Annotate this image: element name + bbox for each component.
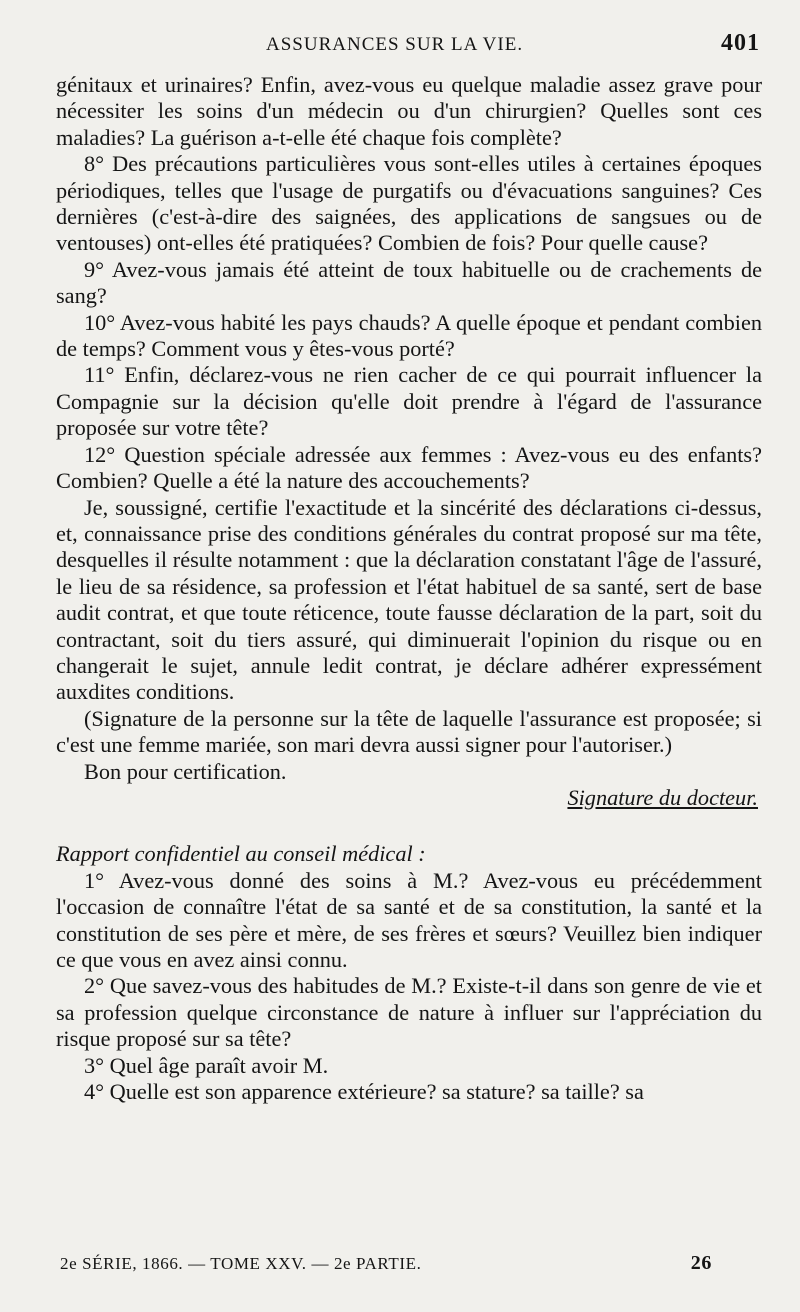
doctor-signature: Signature du docteur. bbox=[567, 784, 758, 810]
page-number: 401 bbox=[721, 30, 760, 56]
printer-signature-line: 2e SÉRIE, 1866. — TOME XXV. — 2e PARTIE. bbox=[60, 1254, 422, 1273]
body-text bbox=[56, 72, 762, 1105]
bon-pour-certification: Bon pour certification. bbox=[84, 758, 287, 784]
question-10: 10° Avez-vous habité les pays chauds? A quelle époque et pendant combien de temps? Comment vous y êtes-vous porté? bbox=[56, 309, 762, 362]
certification-declaration: Je, soussigné, certifie l'exactitude et la sincérité des déclarations ci-dessus, et, connaissance prise des conditions générales du contrat proposé sur ma tête, desquelles il résulte notamment : que la déclaration constatant l'âge de l'assuré, le lieu de sa résidence, sa profession et l'état habituel de sa santé, sert de base audit contrat, et que toute réticence, toute fausse déclaration de la part, soit du contractant, soit du tiers assuré, qui diminuerait l'opinion du risque ou en changerait le sujet, annule ledit contrat, je déclare adhérer expressément auxdites conditions. bbox=[56, 494, 762, 705]
running-title: ASSURANCES SUR LA VIE. bbox=[266, 34, 524, 55]
question-8: 8° Des précautions particulières vous sont-elles utiles à certaines époques périodiques, telles que l'usage de purgatifs ou d'évacuations sanguines? Ces dernières (c'est-à-dire des saignées, des applications de sangsues ou de ventouses) ont-elles été pratiquées? Combien de fois? Pour quelle cause? bbox=[56, 151, 762, 256]
question-11: 11° Enfin, déclarez-vous ne rien cacher de ce qui pourrait influencer la Compagnie sur la décision qu'elle doit prendre à l'égard de l'assurance proposée sur votre tête? bbox=[56, 362, 762, 441]
signature-note: (Signature de la personne sur la tête de laquelle l'assurance est proposée; si c'est une femme mariée, son mari devra aussi signer pour l'autoriser.) bbox=[56, 705, 762, 758]
running-header bbox=[56, 30, 762, 60]
signature-number: 26 bbox=[690, 1252, 712, 1274]
document-page bbox=[56, 30, 762, 1105]
rapport-item-4: 4° Quelle est son apparence extérieure? sa stature? sa taille? sa bbox=[84, 1079, 644, 1105]
rapport-heading: Rapport confidentiel au conseil médical : bbox=[56, 841, 426, 867]
rapport-item-3: 3° Quel âge paraît avoir M. bbox=[84, 1052, 329, 1078]
question-12: 12° Question spéciale adressée aux femmes : Avez-vous eu des enfants? Combien? Quelle a été la nature des accouchements? bbox=[56, 441, 762, 494]
rapport-item-2: 2° Que savez-vous des habitudes de M.? Existe-t-il dans son genre de vie et sa profession quelque circonstance de nature à influer sur l'appréciation du risque proposé sur sa tête? bbox=[56, 973, 762, 1052]
doctor-signature-line bbox=[56, 785, 758, 811]
rapport-item-1: 1° Avez-vous donné des soins à M.? Avez-vous eu précédemment l'occasion de connaître l'état de sa santé et de sa constitution, la santé et la constitution de ses père et mère, de ses frères et sœurs? Veuillez bien indiquer ce que vous en avez ainsi connu. bbox=[56, 867, 762, 972]
paragraph-continuation: génitaux et urinaires? Enfin, avez-vous eu quelque maladie assez grave pour nécessiter les soins d'un médecin ou d'un chirurgien? Quelles sont ces maladies? La guérison a-t-elle été chaque fois complète? bbox=[56, 72, 762, 150]
question-9: 9° Avez-vous jamais été atteint de toux habituelle ou de crachements de sang? bbox=[56, 256, 762, 309]
